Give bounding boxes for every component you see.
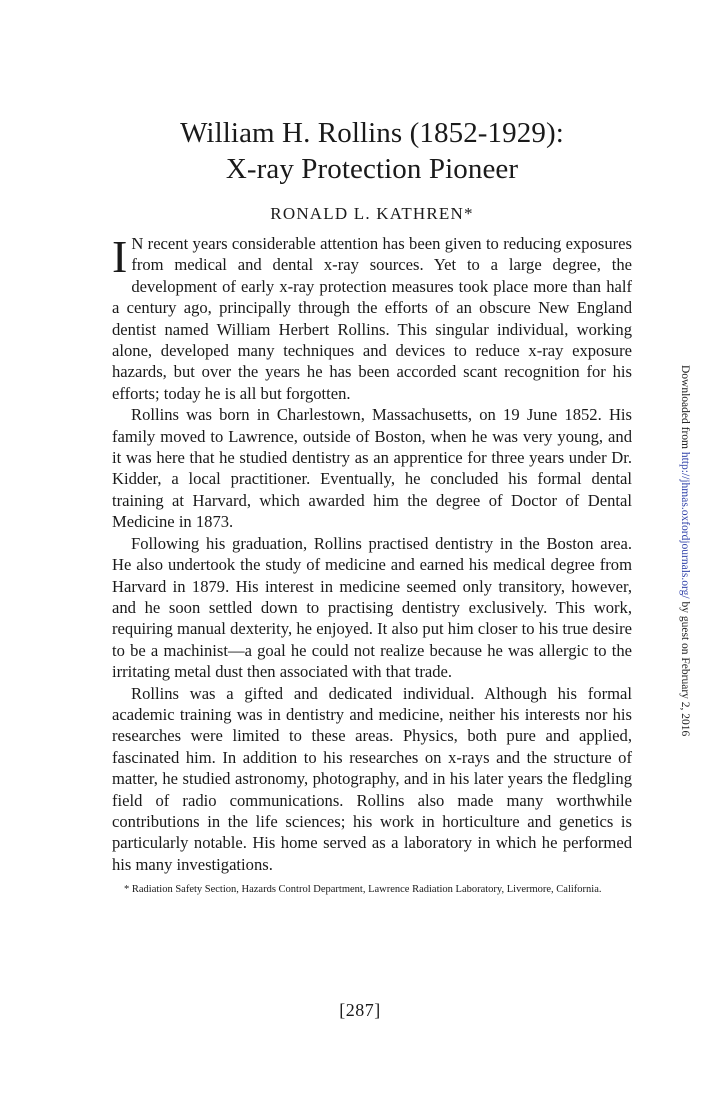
page-number: [287] <box>339 1000 381 1020</box>
paragraph-3: Following his graduation, Rollins practised dentistry in the Boston area. He also undertook the study of medicine and earned his medical degree from Harvard in 1879. His interest in medicine seemed only transitory, however, and he soon settled down to practising dentistry exclusively. This work, requiring manual dexterity, he enjoyed. It also put him closer to his true desire to be a machinist—a goal he could not realize because he was allergic to the irritating metal dust then associated with that trade. <box>112 533 632 682</box>
author-footnote: * Radiation Safety Section, Hazards Control Department, Lawrence Radiation Laboratory, Livermore, California. <box>124 884 602 896</box>
title-line-2: X-ray Protection Pioneer <box>225 153 519 185</box>
paragraph-4: Rollins was a gifted and dedicated individual. Although his formal academic training was in dentistry and medicine, neither his interests nor his researches were limited to these areas. Physics, both pure and applied, fascinated him. In addition to his researches on x-rays and the structure of matter, he studied astronomy, photography, and in his later years the fledgling field of radio communications. Rollins also made many worthwhile contributions in the life sciences; his work in horticulture and genetics is particularly notable. His home served as a laboratory in which he performed his many investigations. <box>112 683 632 874</box>
article-body <box>112 233 632 875</box>
author-name: RONALD L. KATHREN* <box>270 204 474 223</box>
paragraph-1 <box>112 233 632 404</box>
paragraph-1-text: N recent years considerable attention has been given to reducing exposures from medical and dental x-ray sources. Yet to a large degree, the development of early x-ray protection measures took place more than half a century ago, principally through the efforts of an obscure New England dentist named William Herbert Rollins. This singular individual, working alone, developed many techniques and devices to reduce x-ray exposure hazards, but over the years he has been accorded scant recognition for his efforts; today he is all but forgotten. <box>112 234 632 403</box>
download-suffix: by guest on February 2, 2016 <box>679 598 691 737</box>
article-title <box>112 115 632 187</box>
download-prefix: Downloaded from <box>679 365 691 452</box>
download-watermark <box>679 365 702 737</box>
title-line-1: William H. Rollins (1852-1929): <box>180 117 564 149</box>
paragraph-2: Rollins was born in Charlestown, Massachusetts, on 19 June 1852. His family moved to Lawrence, outside of Boston, when he was very young, and it was here that he studied dentistry as an apprentice for three years under Dr. Kidder, a local practitioner. Eventually, he concluded his formal dental training at Harvard, which awarded him the degree of Doctor of Dental Medicine in 1873. <box>112 405 632 532</box>
download-notice <box>678 365 692 736</box>
drop-cap: I <box>112 231 128 282</box>
article-page <box>112 115 632 897</box>
journal-link[interactable]: http://jhmas.oxfordjournals.org/ <box>679 451 691 599</box>
